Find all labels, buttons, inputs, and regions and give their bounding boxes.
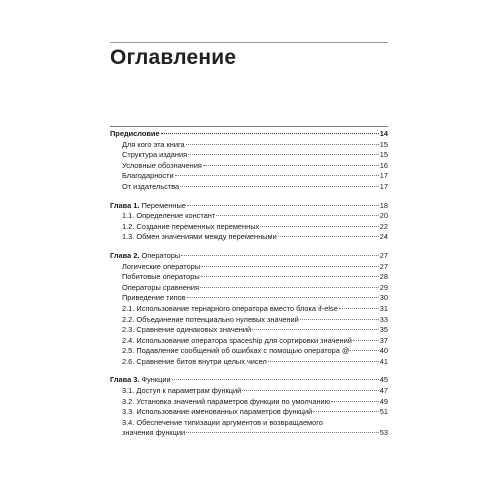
toc-entry[interactable] [110, 357, 388, 368]
toc-entry-text: 2.6. Сравнение битов внутри целых чисел [122, 356, 267, 366]
toc-entry-text: От издательства [122, 181, 180, 191]
toc-entry-text: 3.1. Доступ к параметрам функций [122, 386, 242, 396]
toc-page-number: 22 [379, 221, 388, 231]
toc-entry-text: 2.2. Объединение потенциально нулевых значений [122, 314, 299, 324]
toc-entry-text: 2.5. Подавление сообщений об ошибках с помощью оператора @ [122, 346, 350, 356]
toc-entry[interactable] [110, 407, 388, 418]
toc-chapter-name: Операторы [139, 250, 181, 260]
toc-page-number: 45 [379, 375, 388, 385]
toc-page-number: 27 [379, 250, 388, 260]
toc-entry-text: Условные обозначения [122, 160, 202, 170]
toc-dot-leader [186, 144, 379, 145]
toc-entry[interactable] [110, 182, 388, 193]
toc-gap [110, 367, 388, 375]
toc-entry[interactable] [110, 150, 388, 161]
toc-dot-leader [181, 255, 379, 256]
toc-entry-text: 3.4. Обеспечение типизации аргументов и возвращаемого [122, 417, 323, 427]
toc-entry[interactable] [110, 232, 388, 243]
toc-dot-leader [200, 287, 379, 288]
toc-list [110, 129, 388, 439]
toc-dot-leader [242, 390, 378, 391]
toc-page-number: 41 [379, 356, 388, 366]
toc-chapter-title [110, 375, 171, 386]
toc-entry[interactable] [110, 140, 388, 151]
toc-entry-text: 1.1. Определение констант [122, 211, 216, 221]
toc-entry-text: Структура издания [122, 150, 188, 160]
toc-dot-leader [252, 329, 379, 330]
toc-dot-leader [180, 186, 379, 187]
toc-dot-leader [353, 340, 379, 341]
toc-page-number: 37 [379, 335, 388, 345]
toc-entry-text-cont: значения функции [122, 428, 186, 438]
toc-section-entry[interactable] [110, 251, 388, 262]
toc-page-number: 47 [379, 386, 388, 396]
toc-page-number: 51 [379, 407, 388, 417]
toc-page-number: 14 [379, 129, 388, 138]
toc-dot-leader [260, 226, 379, 227]
toc-entry[interactable] [110, 346, 388, 357]
toc-dot-leader [350, 350, 378, 351]
toc-divider [110, 126, 388, 127]
toc-entry[interactable] [110, 336, 388, 347]
toc-dot-leader [216, 215, 379, 216]
toc-entry-text: Благодарности [122, 171, 174, 181]
toc-page-number: 28 [379, 272, 388, 282]
toc-page-number: 31 [379, 303, 388, 313]
toc-page-number: 20 [379, 211, 388, 221]
toc-entry[interactable] [110, 428, 388, 439]
toc-dot-leader [186, 432, 379, 433]
toc-gap [110, 243, 388, 251]
toc-dot-leader [203, 165, 379, 166]
toc-page-number: 35 [379, 325, 388, 335]
page-title: Оглавление [110, 46, 237, 69]
toc-entry[interactable] [110, 161, 388, 172]
toc-entry[interactable] [110, 304, 388, 315]
toc-entry[interactable] [110, 315, 388, 326]
toc-page-number: 17 [379, 181, 388, 191]
toc-chapter-prefix: Глава 3. [110, 375, 140, 385]
toc-dot-leader [187, 205, 379, 206]
toc-page-number: 18 [379, 200, 388, 210]
toc-page-number: 29 [379, 282, 388, 292]
toc-entry-text: Приведение типов [122, 293, 186, 303]
toc-section-entry[interactable] [110, 201, 388, 212]
toc-entry-text: Предисловие [110, 129, 160, 138]
toc-dot-leader [187, 297, 379, 298]
toc-page-number: 27 [379, 261, 388, 271]
toc-entry-text: Операторы сравнения [122, 282, 200, 292]
toc-section-entry[interactable] [110, 129, 388, 140]
toc-page-number: 30 [379, 293, 388, 303]
toc-entry-text: Побитовые операторы [122, 272, 200, 282]
toc-entry-text: 3.3. Использование именованных параметров функций [122, 407, 313, 417]
toc-dot-leader [268, 361, 379, 362]
toc-entry[interactable] [110, 262, 388, 273]
toc-entry-text: Логические операторы [122, 261, 201, 271]
toc-dot-leader [161, 133, 379, 134]
toc-entry[interactable] [110, 325, 388, 336]
toc-dot-leader [278, 236, 379, 237]
toc-dot-leader [331, 401, 379, 402]
toc-chapter-name: Функции [139, 375, 171, 385]
toc-entry[interactable] [110, 222, 388, 233]
toc-dot-leader [175, 175, 379, 176]
toc-page-number: 15 [379, 150, 388, 160]
toc-entry-text: 1.3. Обмен значениями между переменными [122, 232, 277, 242]
toc-chapter-prefix: Глава 1. [110, 200, 140, 210]
toc-page-number: 40 [379, 346, 388, 356]
toc-entry[interactable] [110, 293, 388, 304]
toc-chapter-prefix: Глава 2. [110, 250, 140, 260]
toc-entry[interactable] [110, 386, 388, 397]
toc-entry-text: 2.3. Сравнение одинаковых значений [122, 325, 252, 335]
toc-chapter-title [110, 201, 186, 212]
toc-entry[interactable] [110, 171, 388, 182]
toc-dot-leader [188, 154, 379, 155]
toc-entry-line[interactable] [110, 418, 388, 429]
toc-entry-text: 3.2. Установка значений параметров функции по умолчанию [122, 396, 331, 406]
toc-page-number: 53 [379, 428, 388, 438]
toc-entry-text: 1.2. Создание переменных переменных [122, 221, 260, 231]
toc-dot-leader [201, 276, 379, 277]
toc-gap [110, 193, 388, 201]
toc-page-number: 49 [379, 396, 388, 406]
toc-entry-text: 2.4. Использование оператора spaceship для сортировки значений [122, 335, 352, 345]
toc-page-number: 33 [379, 314, 388, 324]
toc-entry[interactable] [110, 211, 388, 222]
toc-entry-text: Для кого эта книга [122, 139, 185, 149]
toc-dot-leader [339, 308, 379, 309]
toc-page-number: 17 [379, 171, 388, 181]
top-rule [110, 42, 388, 43]
toc-entry[interactable] [110, 397, 388, 408]
toc-chapter-name: Переменные [139, 200, 186, 210]
toc-page-number: 15 [379, 139, 388, 149]
toc-section-entry[interactable] [110, 375, 388, 386]
toc-dot-leader [172, 379, 379, 380]
toc-entry-text: 2.1. Использование тернарного оператора вместо блока if-else [122, 303, 338, 313]
toc-dot-leader [201, 266, 379, 267]
toc-entry[interactable] [110, 272, 388, 283]
toc-page-number: 24 [379, 232, 388, 242]
toc-entry[interactable] [110, 283, 388, 294]
toc-dot-leader [300, 319, 379, 320]
toc-chapter-title [110, 251, 180, 262]
toc-dot-leader [313, 411, 378, 412]
table-of-contents [110, 126, 388, 439]
toc-page-number: 16 [379, 160, 388, 170]
